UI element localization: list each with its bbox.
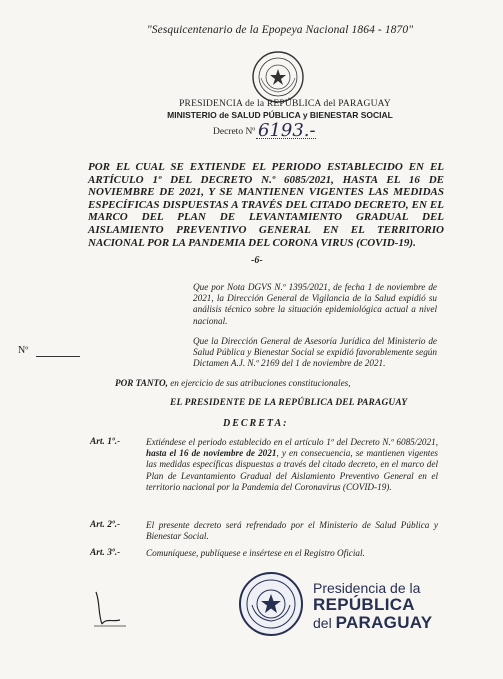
national-seal-icon <box>251 50 305 104</box>
por-tanto-text: en ejercicio de sus atribuciones constitucionales, <box>167 378 351 388</box>
page-marker: -6- <box>251 255 263 266</box>
presidency-seal-icon <box>238 571 304 637</box>
signature-mark <box>90 588 130 628</box>
decree-title: POR EL CUAL SE EXTIENDE EL PERIODO ESTABLECIDO EN EL ARTÍCULO 1º DEL DECRETO N.º 6085/2021, HASTA EL 16 DE NOVIEMBRE DE 2021, Y SE MANTIENEN VIGENTES LAS MEDIDAS ESPECÍFICAS DISPUESTAS A TRAVÉS DEL CITADO DECRETO, EN EL MARCO DEL PLAN DE LEVANTAMIENTO GRADUAL DEL AISLAMIENTO PREVENTIVO GENERAL EN EL TERRITORIO NACIONAL POR LA PANDEMIA DEL CORONA VIRUS (COVID-19). <box>88 161 444 249</box>
presidente-heading: EL PRESIDENTE DE LA REPÚBLICA DEL PARAGUAY <box>170 398 408 408</box>
margin-number-line <box>36 356 80 357</box>
brand-line-3 <box>313 614 432 632</box>
decreta-heading: DECRETA: <box>223 418 289 429</box>
article-text <box>146 437 438 493</box>
decreto-label: Decreto Nº <box>213 127 256 137</box>
considerando-paragraph: Que por Nota DGVS N.º 1395/2021, de fecha 1 de noviembre de 2021, la Dirección General de Vigilancia de la Salud expidió su análisis técnico sobre la situación epidemiológica actual a nivel nacional. <box>193 282 437 326</box>
por-tanto-lead: POR TANTO, <box>115 378 168 388</box>
brand-line-3-small: del <box>313 615 332 631</box>
article-text: Comuníquese, publíquese e insértese en el Registro Oficial. <box>146 548 365 558</box>
por-tanto <box>115 378 351 388</box>
brand-line-1: Presidencia de la <box>313 580 421 596</box>
considerando-paragraph: Que la Dirección General de Asesoría Jurídica del Ministerio de Salud Pública y Bienestar Social se expidió favorablemente según Dictamen A.J. N.º 2169 del 1 de noviembre de 2021. <box>193 336 437 369</box>
ministerio-heading: MINISTERIO de SALUD PÚBLICA y BIENESTAR SOCIAL <box>167 110 393 120</box>
brand-line-3-bold: PARAGUAY <box>335 613 433 632</box>
article-text-part: , y en consecuencia, se mantienen vigentes las medidas específicas dispuestas a través del citado decreto, en el marco del Plan de Levantamiento Gradual del Aislamiento Preventivo General en el territorio nacional por la Pandemia del Coronavirus (COVID-19). <box>146 448 438 492</box>
header-motto: "Sesquicentenario de la Epopeya Nacional 1864 - 1870" <box>146 24 414 36</box>
article-text-part: Extiéndese el periodo establecido en el artículo 1º del Decreto N.º 6085/2021, <box>146 437 438 447</box>
article-label: Art. 2º.- <box>90 520 121 530</box>
presidencia-heading: PRESIDENCIA de la REPÚBLICA del PARAGUAY <box>179 99 391 109</box>
article-text: El presente decreto será refrendado por el Ministerio de Salud Pública y Bienestar Social. <box>146 520 438 542</box>
decreto-number: 6193.- <box>258 120 316 141</box>
article-label: Art. 1º.- <box>90 437 121 447</box>
article-label: Art. 3º.- <box>90 548 121 558</box>
presidency-brand <box>313 580 432 632</box>
margin-number-label: Nº <box>18 345 29 356</box>
decreto-underline <box>256 138 316 139</box>
brand-line-2: REPÚBLICA <box>313 595 415 614</box>
article-text-bold: hasta el 16 de noviembre de 2021 <box>146 448 277 459</box>
